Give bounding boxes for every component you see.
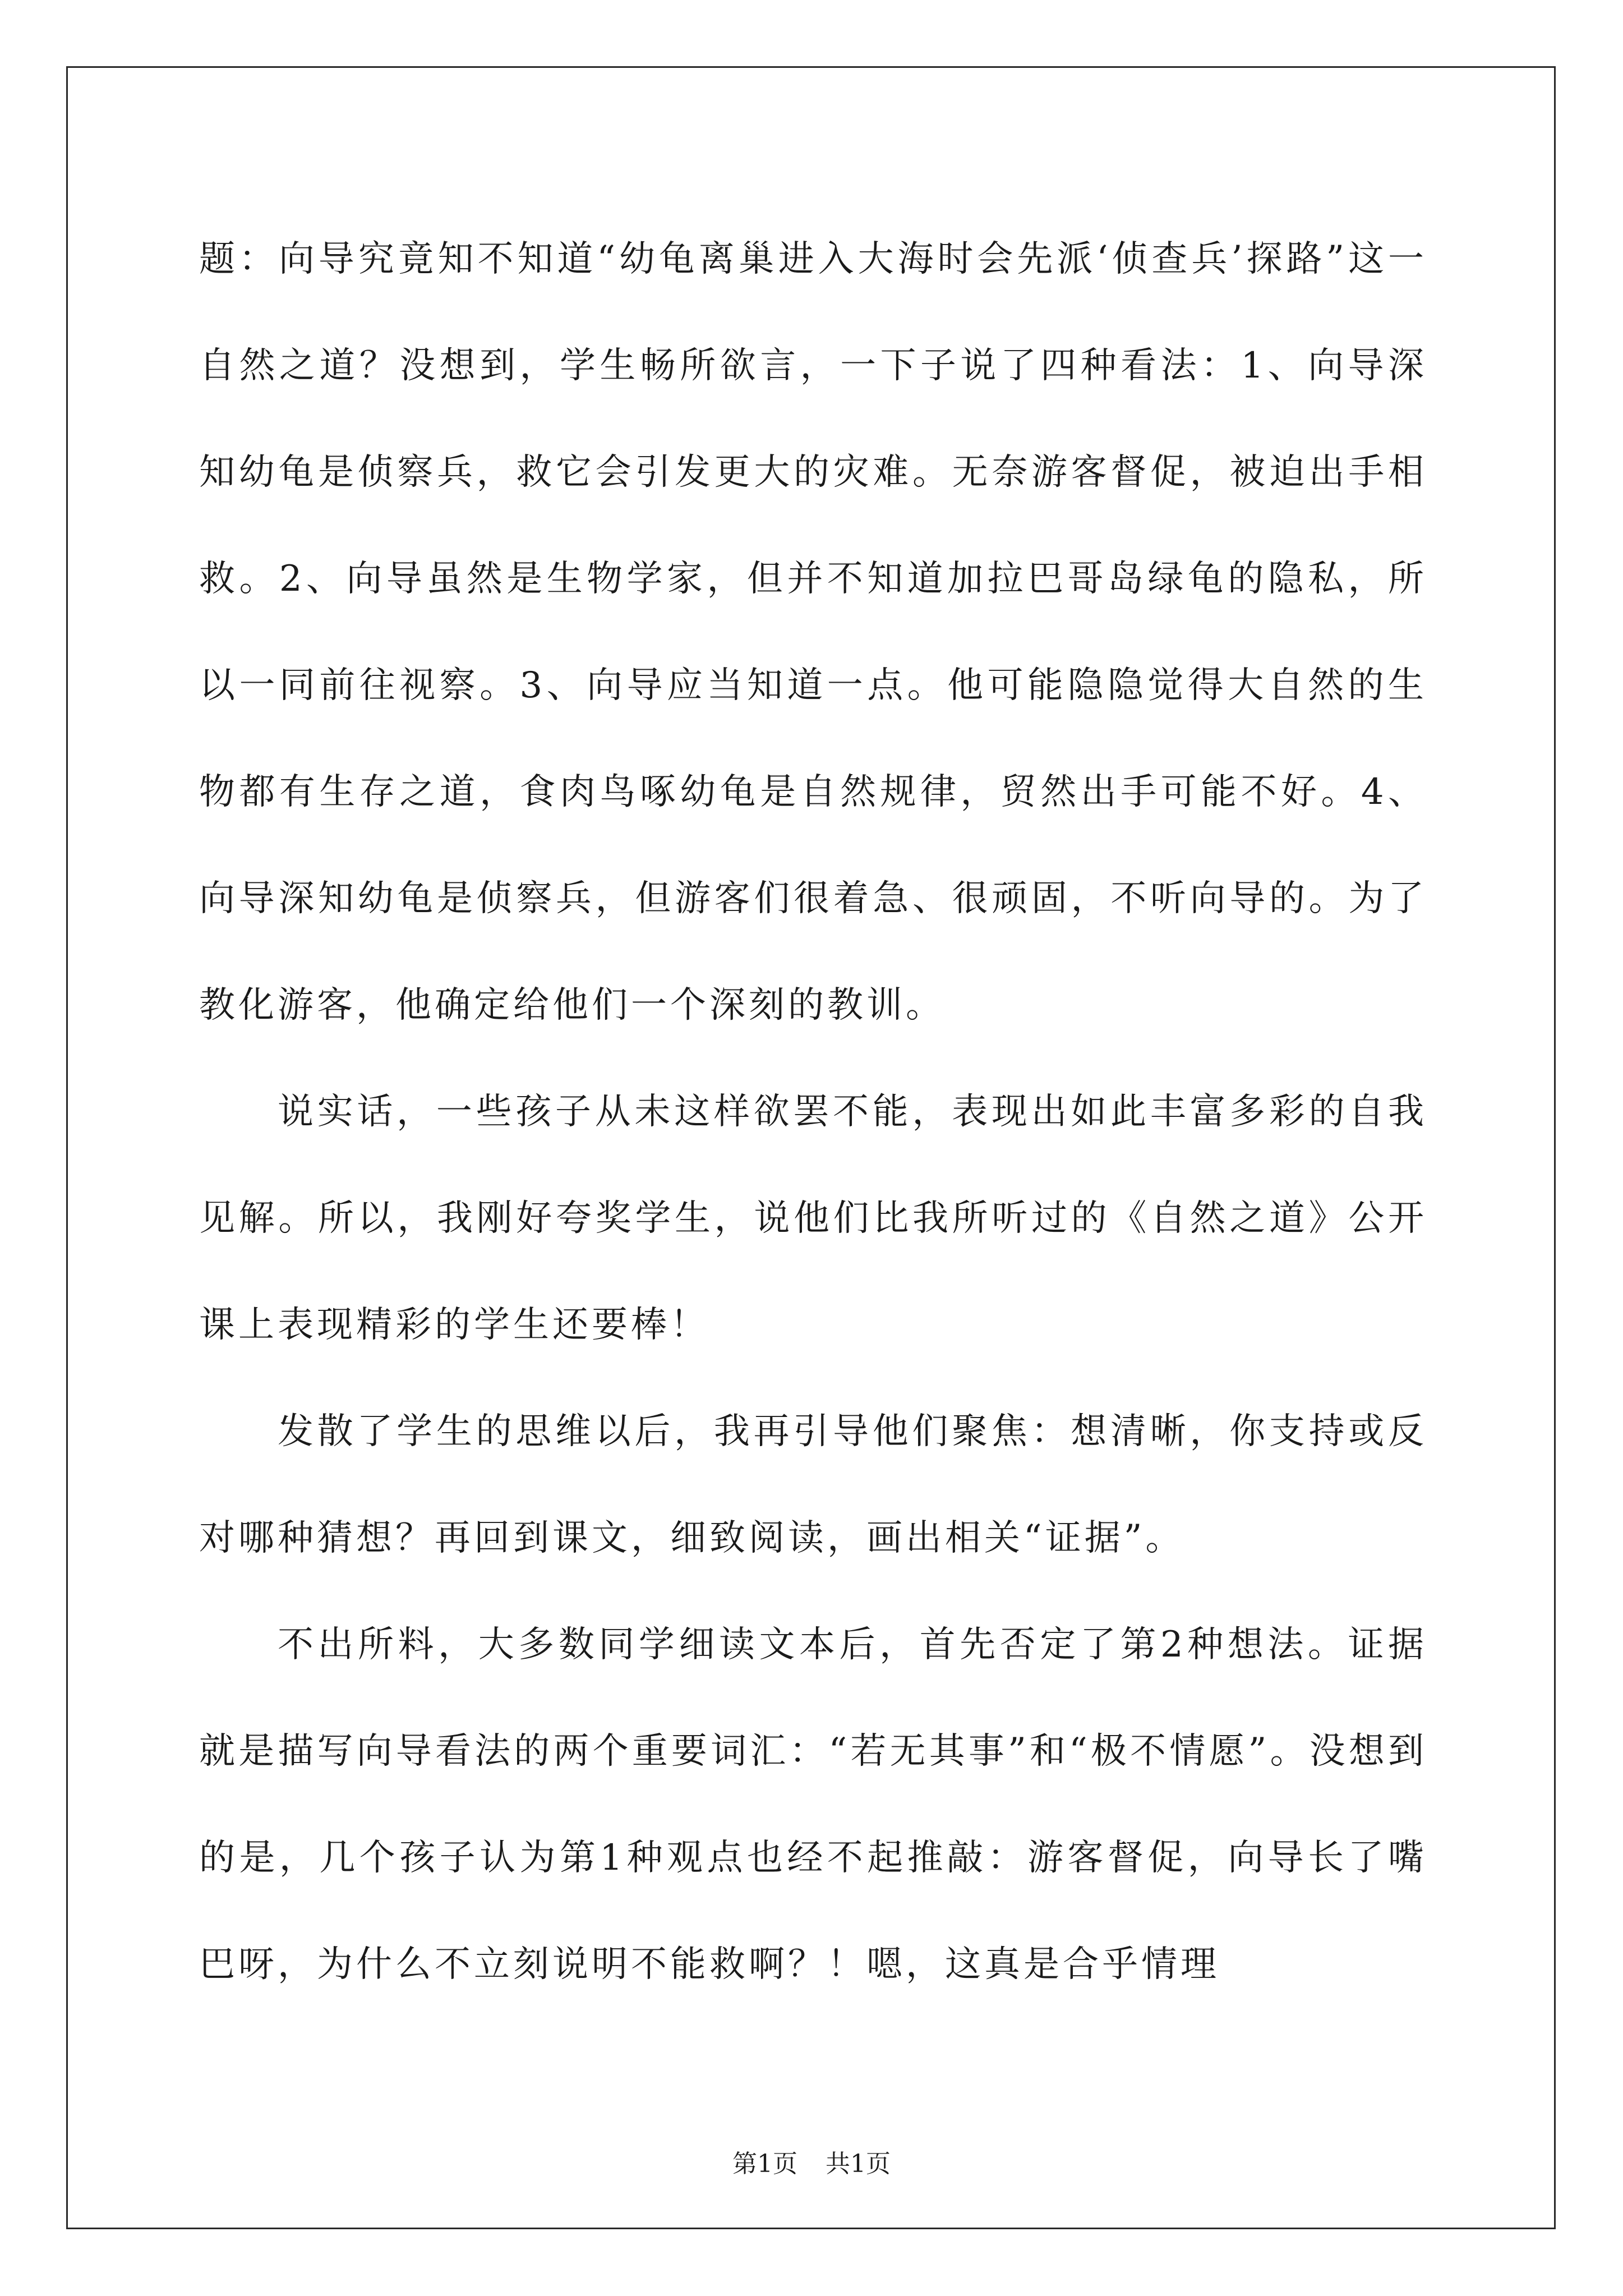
document-body bbox=[199, 206, 1427, 2018]
paragraph-4: 不出所料，大多数同学细读文本后，首先否定了第2种想法。证据就是描写向导看法的两个重要词汇：“若无其事”和“极不情愿”。没想到的是，几个孩子认为第1种观点也经不起推敲：游客督促，向导长了嘴巴呀，为什么不立刻说明不能救啊？！嗯，这真是合乎情理 bbox=[199, 1624, 1427, 1985]
page-footer bbox=[0, 2147, 1623, 2181]
paragraph-1: 题：向导究竟知不知道“幼龟离巢进入大海时会先派‘侦查兵’探路”这一自然之道？没想到，学生畅所欲言，一下子说了四种看法：1、向导深知幼龟是侦察兵，救它会引发更大的灾难。无奈游客督促，被迫出手相救。2、向导虽然是生物学家，但并不知道加拉巴哥岛绿龟的隐私，所以一同前往视察。3、向导应当知道一点。他可能隐隐觉得大自然的生物都有生存之道，食肉鸟啄幼龟是自然规律，贸然出手可能不好。4、向导深知幼龟是侦察兵，但游客们很着急、很顽固，不听向导的。为了教化游客，他确定给他们一个深刻的教训。 bbox=[199, 238, 1427, 1026]
page-number: 第1页 bbox=[732, 2150, 797, 2178]
paragraph-3: 发散了学生的思维以后，我再引导他们聚焦：想清晰，你支持或反对哪种猜想？再回到课文，细致阅读，画出相关“证据”。 bbox=[199, 1411, 1427, 1559]
paragraph-2: 说实话，一些孩子从未这样欲罢不能，表现出如此丰富多彩的自我见解。所以，我刚好夸奖学生，说他们比我所听过的《自然之道》公开课上表现精彩的学生还要棒！ bbox=[199, 1091, 1427, 1346]
page-total: 共1页 bbox=[826, 2150, 891, 2178]
